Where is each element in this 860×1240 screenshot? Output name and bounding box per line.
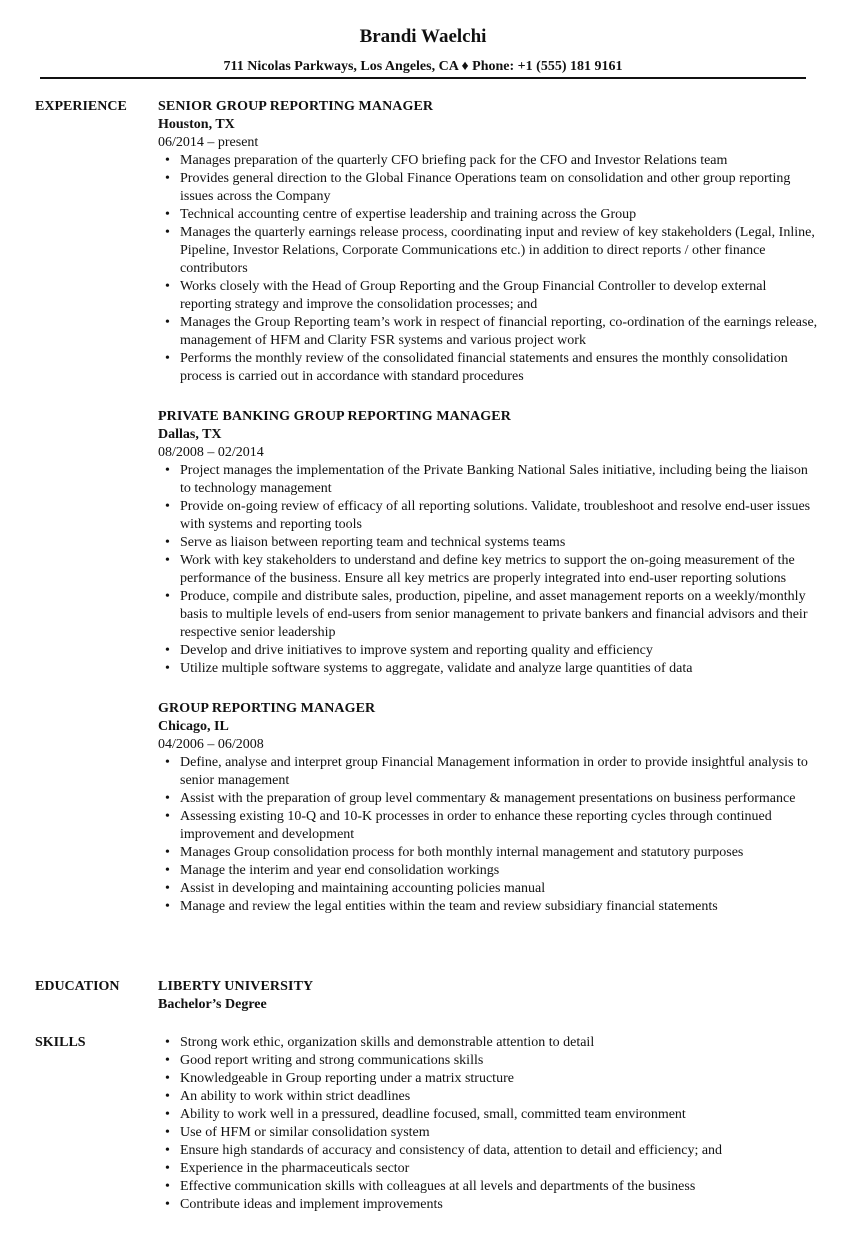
job-entry	[158, 700, 818, 916]
list-item: • Produce, compile and distribute sales, production, pipeline, and asset management reports on a weekly/monthly basis to multiple levels of end-users from senior management to private bankers and financial advisors and their respective senior leadership	[158, 588, 818, 642]
school-name: LIBERTY UNIVERSITY	[158, 979, 314, 994]
list-item: • Technical accounting centre of expertise leadership and training across the Group	[158, 206, 818, 224]
skills-list	[158, 1034, 818, 1214]
job-title: SENIOR GROUP REPORTING MANAGER	[158, 99, 434, 114]
job-dates: 04/2006 – 06/2008	[158, 737, 264, 752]
list-item: • Good report writing and strong communications skills	[158, 1052, 818, 1070]
list-item: • Utilize multiple software systems to aggregate, validate and analyze large quantities of data	[158, 660, 818, 678]
list-item: • Serve as liaison between reporting team and technical systems teams	[158, 534, 818, 552]
job-responsibilities	[158, 152, 818, 386]
header-divider	[40, 77, 806, 79]
skills-bullets	[158, 1034, 818, 1214]
list-item: • Manages preparation of the quarterly CFO briefing pack for the CFO and Investor Relations team	[158, 152, 818, 170]
list-item: • Provide on-going review of efficacy of all reporting solutions. Validate, troubleshoot and resolve end-user issues with systems and reporting tools	[158, 498, 818, 534]
degree: Bachelor’s Degree	[158, 997, 267, 1012]
job-location: Dallas, TX	[158, 427, 222, 442]
list-item: • Strong work ethic, organization skills and demonstrable attention to detail	[158, 1034, 818, 1052]
list-item: • Ability to work well in a pressured, deadline focused, small, committed team environment	[158, 1106, 818, 1124]
section-label-experience: EXPERIENCE	[35, 99, 127, 114]
list-item: • Project manages the implementation of the Private Banking National Sales initiative, including being the liaison to technology management	[158, 462, 818, 498]
list-item: • Work with key stakeholders to understand and define key metrics to support the on-going measurement of the performance of the business. Ensure all key metrics are properly integrated into end-user reporting solutions	[158, 552, 818, 588]
list-item: • Assessing existing 10-Q and 10-K processes in order to enhance these reporting cycles through continued improvement and development	[158, 808, 818, 844]
list-item: • Contribute ideas and implement improvements	[158, 1196, 818, 1214]
list-item: • Experience in the pharmaceuticals sector	[158, 1160, 818, 1178]
experience-list	[158, 98, 818, 938]
contact-line: 711 Nicolas Parkways, Los Angeles, CA ♦ Phone: +1 (555) 181 9161	[223, 59, 623, 74]
list-item: • Manages the Group Reporting team’s work in respect of financial reporting, co-ordination of the earnings release, management of HFM and Clarity FSR systems and various project work	[158, 314, 818, 350]
list-item: • Assist with the preparation of group level commentary & management presentations on business performance	[158, 790, 818, 808]
education-entry	[158, 978, 818, 1014]
list-item: • Works closely with the Head of Group Reporting and the Group Financial Controller to develop external reporting strategy and improve the consolidation processes; and	[158, 278, 818, 314]
list-item: • Provides general direction to the Global Finance Operations team on consolidation and other group reporting issues across the Company	[158, 170, 818, 206]
job-responsibilities	[158, 754, 818, 916]
list-item: • Use of HFM or similar consolidation system	[158, 1124, 818, 1142]
list-item: • Effective communication skills with colleagues at all levels and departments of the business	[158, 1178, 818, 1196]
list-item: • Ensure high standards of accuracy and consistency of data, attention to detail and efficiency; and	[158, 1142, 818, 1160]
candidate-name: Brandi Waelchi	[359, 26, 487, 47]
list-item: • Performs the monthly review of the consolidated financial statements and ensures the monthly consolidation process is carried out in accordance with standard procedures	[158, 350, 818, 386]
list-item: • Define, analyse and interpret group Financial Management information in order to provide insightful analysis to senior management	[158, 754, 818, 790]
list-item: • Manage the interim and year end consolidation workings	[158, 862, 818, 880]
job-title: GROUP REPORTING MANAGER	[158, 701, 376, 716]
job-entry	[158, 408, 818, 678]
job-location: Chicago, IL	[158, 719, 229, 734]
section-label-skills: SKILLS	[35, 1035, 86, 1050]
list-item: • Develop and drive initiatives to improve system and reporting quality and efficiency	[158, 642, 818, 660]
job-location: Houston, TX	[158, 117, 235, 132]
list-item: • Manages the quarterly earnings release process, coordinating input and review of key stakeholders (Legal, Inline, Pipeline, Investor Relations, Corporate Communications etc.) in addition to direct reports / other finance contributors	[158, 224, 818, 278]
job-responsibilities	[158, 462, 818, 678]
list-item: • Manage and review the legal entities within the team and review subsidiary financial statements	[158, 898, 818, 916]
list-item: • Knowledgeable in Group reporting under a matrix structure	[158, 1070, 818, 1088]
section-label-education: EDUCATION	[35, 979, 120, 994]
list-item: • An ability to work within strict deadlines	[158, 1088, 818, 1106]
job-title: PRIVATE BANKING GROUP REPORTING MANAGER	[158, 409, 511, 424]
job-dates: 08/2008 – 02/2014	[158, 445, 264, 460]
job-dates: 06/2014 – present	[158, 135, 259, 150]
list-item: • Manages Group consolidation process for both monthly internal management and statutory purposes	[158, 844, 818, 862]
list-item: • Assist in developing and maintaining accounting policies manual	[158, 880, 818, 898]
job-entry	[158, 98, 818, 386]
